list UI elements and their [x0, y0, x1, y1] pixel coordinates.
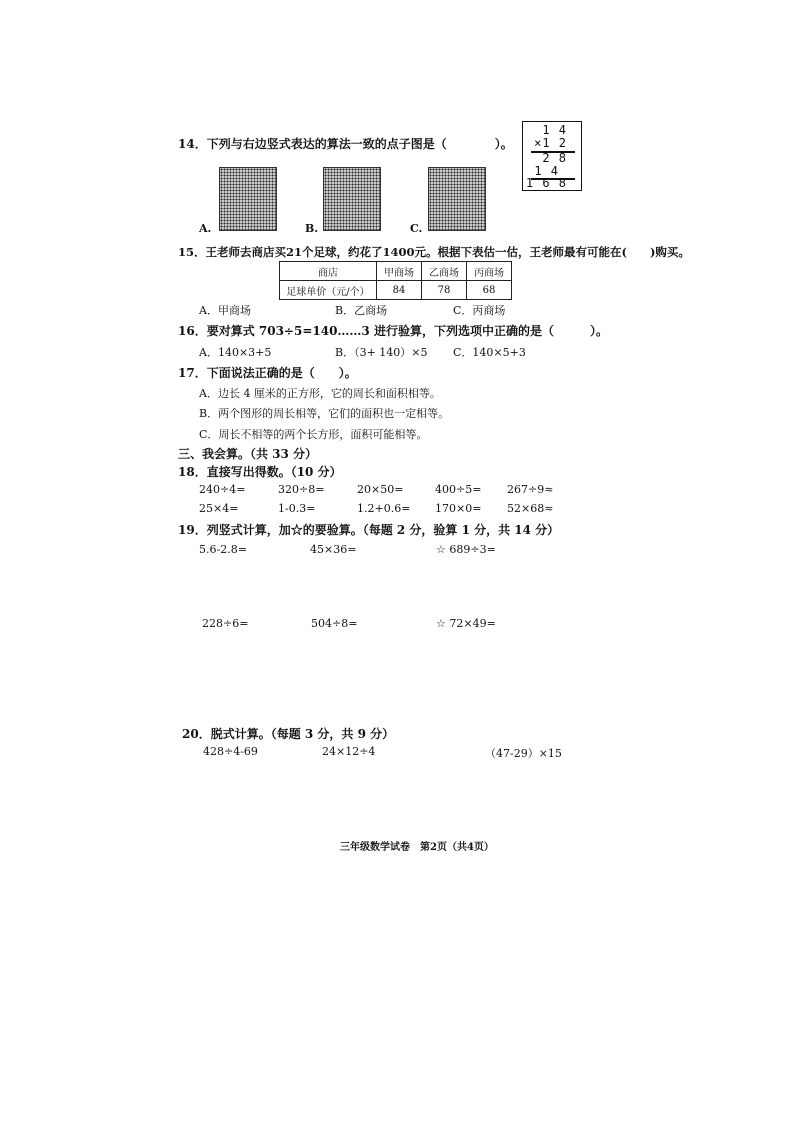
q19-item: 45×36=	[310, 543, 357, 556]
table-header-bing: 丙商场	[467, 262, 512, 281]
price-table	[279, 261, 512, 300]
q20-text: 20．脱式计算。（每题 3 分，共 9 分）	[182, 727, 395, 741]
q14-text: 14．下列与右边竖式表达的算法一致的点子图是（ ）。	[178, 137, 513, 151]
q16-option-c: C．140×5+3	[453, 346, 526, 359]
q19-item: 5.6-2.8=	[199, 543, 247, 556]
q19-text: 19．列竖式计算，加☆的要验算。（每题 2 分，验算 1 分，共 14 分）	[178, 523, 560, 537]
table-cell-bing: 68	[467, 281, 512, 300]
page-footer: 三年级数学试卷 第2页（共4页）	[340, 842, 494, 853]
table-header-yi: 乙商场	[422, 262, 467, 281]
q18-item: 320÷8=	[278, 483, 325, 496]
q14-option-b: B.	[305, 222, 319, 235]
q18-item: 1.2+0.6=	[357, 502, 411, 515]
q16-option-a: A．140×3+5	[199, 346, 272, 359]
q14-option-c: C.	[410, 222, 423, 235]
vertical-row-4: 1 4	[534, 164, 559, 178]
q19-item: 228÷6=	[202, 617, 249, 630]
q18-item: 400÷5=	[435, 483, 482, 496]
section-3-title: 三、我会算。（共 33 分）	[178, 447, 318, 461]
q18-item: 1-0.3=	[278, 502, 316, 515]
q14-option-a: A.	[199, 222, 212, 235]
q17-option-a: A．边长 4 厘米的正方形，它的周长和面积相等。	[199, 387, 441, 400]
q19-item: 504÷8=	[311, 617, 358, 630]
q15-option-c: C．丙商场	[453, 304, 506, 317]
table-row-label: 足球单价（元/个）	[280, 281, 377, 300]
q18-item: 52×68≈	[507, 502, 554, 515]
q18-item: 20×50=	[357, 483, 404, 496]
vertical-row-5: 1 6 8	[525, 176, 567, 190]
table-cell-yi: 78	[422, 281, 467, 300]
table-header-jia: 甲商场	[377, 262, 422, 281]
q19-item: ☆ 689÷3=	[436, 543, 496, 556]
q20-item: 428÷4-69	[203, 745, 258, 758]
q18-item: 267÷9≈	[507, 483, 554, 496]
vertical-multiplication	[522, 121, 582, 191]
table-cell-jia: 84	[377, 281, 422, 300]
q19-item: ☆ 72×49=	[436, 617, 496, 630]
vertical-row-3: 2 8	[542, 151, 567, 165]
q17-option-b: B．两个图形的周长相等，它们的面积也一定相等。	[199, 407, 450, 420]
dot-grid-a	[219, 167, 277, 231]
vertical-row-1: 1 4	[542, 123, 567, 137]
table-header-store: 商店	[280, 262, 377, 281]
q15-option-a: A．甲商场	[199, 304, 251, 317]
q16-text: 16．要对算式 703÷5=140……3 进行验算，下列选项中正确的是（ ）。	[178, 324, 608, 338]
q20-item: （47-29）×15	[485, 747, 562, 760]
q15-option-b: B．乙商场	[335, 304, 388, 317]
q18-item: 25×4=	[199, 502, 239, 515]
q17-option-c: C．周长不相等的两个长方形，面积可能相等。	[199, 428, 428, 441]
q15-text: 15．王老师去商店买21个足球，约花了1400元。根据下表估一估，王老师最有可能在( )购买。	[178, 245, 690, 259]
q20-item: 24×12÷4	[322, 745, 376, 758]
q18-item: 240÷4=	[199, 483, 246, 496]
q18-item: 170×0=	[435, 502, 482, 515]
q17-text: 17．下面说法正确的是（ ）。	[178, 366, 357, 380]
q16-option-b: B．（3+ 140）×5	[335, 346, 428, 359]
vertical-row-2: ×1 2	[534, 136, 567, 150]
q18-text: 18．直接写出得数。（10 分）	[178, 465, 342, 479]
dot-grid-c	[428, 167, 486, 231]
dot-grid-b	[323, 167, 381, 231]
